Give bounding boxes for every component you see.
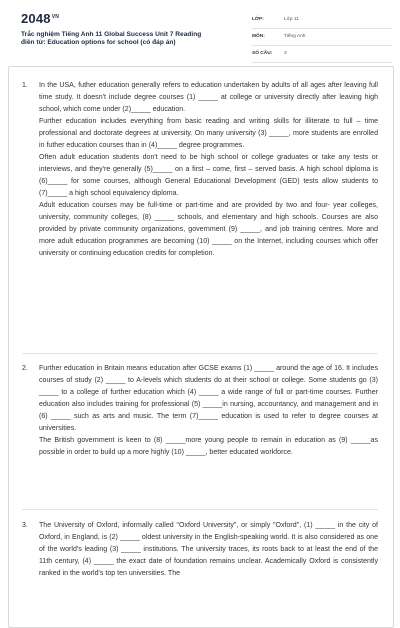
question-3	[22, 520, 378, 580]
question-divider	[22, 509, 378, 510]
meta-row-question-count	[252, 48, 392, 63]
page-header	[0, 0, 400, 60]
question-1	[22, 80, 378, 260]
passage-paragraph: Adult education courses may be full-time or part-time and are provided by two and four- year colleges, university, community colleges, (8) _____ schools, and elementary and high schools. Courses are also provided by private community organizations, government (9) _____, and job training centres. More and more adult education programmes are becoming (10) _____ on the Internet, including courses which offer university or continuing education credits for completion.	[39, 202, 378, 257]
meta-value: Lớp 11	[284, 17, 299, 22]
question-passage	[39, 80, 378, 260]
meta-key: MÔN:	[252, 34, 265, 39]
passage-paragraph: The University of Oxford, informally called "Oxford University", or simply "Oxford", (1) _____ in the city of Oxford, in England, is (2) _____ oldest university in the English-speaking world. It is also considered as one of the world's leading (3) _____ institutions. The university traces, its roots back to at least the end of the 11th century, (4) _____ the exact date of foundation remains unclear. Academically Oxford is consistently ranked in the world's top ten universities. The	[39, 522, 378, 577]
document-meta	[252, 14, 392, 65]
question-sheet	[8, 66, 394, 628]
question-passage	[39, 520, 378, 580]
passage-paragraph: Further education in Britain means education after GCSE exams (1) _____ around the age of 16. It includes courses of study (2) _____ to A-levels which students do at their school or college. Some students go (3) _____ to a college of further education which (4) _____ a wide range of full or part-time courses. Further education also includes training for professional (5) _____in nursing, accountancy, and management and in (6) _____ such as arts and music. The term (7)_____ education is used to refer to degree courses at universities.	[39, 365, 378, 432]
logo-suffix: VN	[51, 13, 60, 20]
document-title	[21, 31, 241, 47]
meta-key: LỚP:	[252, 17, 264, 22]
passage-paragraph: Further education includes everything from basic reading and writing skills for illiterate to full – time professional and doctorate degrees at university. On many university (3) _____, more students are enrolled in futher education courses than in (4)_____ degree programmes.	[39, 118, 378, 149]
meta-value: 3	[284, 51, 287, 56]
question-passage	[39, 363, 378, 459]
site-logo[interactable]	[21, 11, 59, 26]
meta-key: SỐ CÂU:	[252, 51, 273, 56]
document-title-line-1: Trắc nghiệm Tiếng Anh 11 Global Success Unit 7 Reading	[21, 31, 202, 38]
passage-paragraph: The British government is keen to (8) _____more young people to remain in education as (9) _____as possible in order to build up a more highly (10) _____, better educated workforce.	[39, 437, 378, 456]
meta-row-subject	[252, 31, 392, 46]
document-title-line-2: điền từ: Education options for school (có đáp án)	[21, 39, 176, 47]
question-number: 2.	[22, 365, 28, 372]
logo-text: 2048	[21, 11, 51, 26]
question-number: 3.	[22, 522, 28, 529]
passage-paragraph: Often adult education students don't need to be high school or college graduates or take any tests or interviews, and they're generally (5)_____ on a first – come, first – served basis. A high school diploma is (6)_____ for some courses, although General Educational Development (GED) tests allow students to (7)_____ a high school equivalency diploma.	[39, 154, 378, 197]
meta-row-class	[252, 14, 392, 29]
question-number: 1.	[22, 82, 28, 89]
question-2	[22, 363, 378, 459]
question-divider	[22, 353, 378, 354]
passage-paragraph: In the USA, futher education generally refers to education undertaken by adults of all ages after leaving full time study. It doesn't include degree courses (1) _____ at college or university directly after leaving high school, which come under (2)_____ education.	[39, 82, 378, 113]
meta-value: Tiếng Anh	[284, 34, 306, 39]
